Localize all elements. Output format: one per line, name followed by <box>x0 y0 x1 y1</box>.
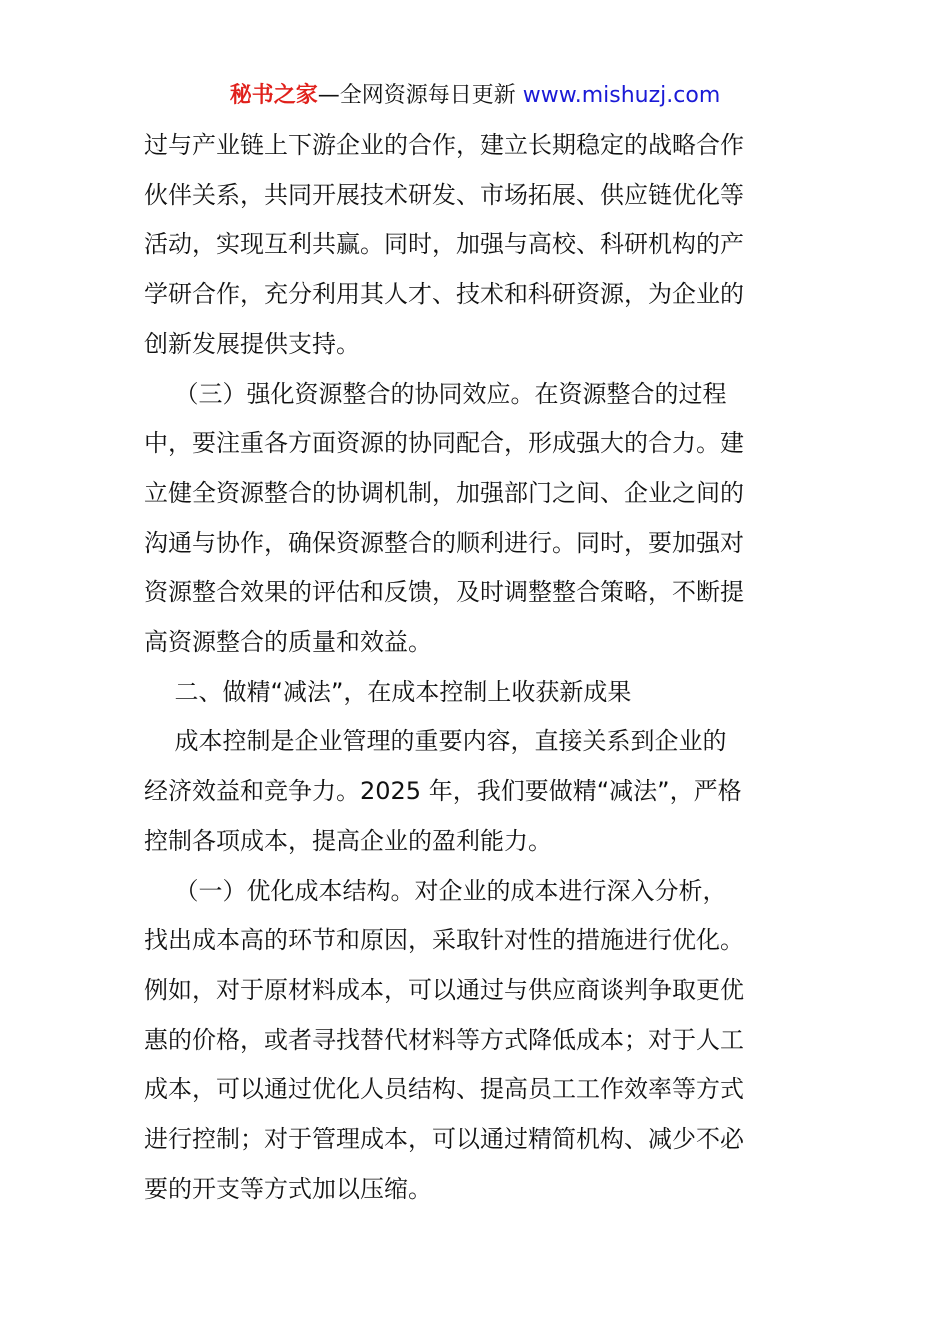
site-header <box>0 81 950 111</box>
text-line: 要的开支等方式加以压缩。 <box>144 1174 432 1203</box>
text-line: 创新发展提供支持。 <box>144 329 360 358</box>
text-line: 找出成本高的环节和原因，采取针对性的措施进行优化。 <box>144 926 744 955</box>
site-brand: 秘书之家 <box>229 83 318 108</box>
text-line: 成本，可以通过优化人员结构、提高员工工作效率等方式 <box>144 1075 744 1104</box>
text-line: （三）强化资源整合的协同效应。在资源整合的过程 <box>144 379 727 408</box>
text-line: 活动，实现互利共赢。同时，加强与高校、科研机构的产 <box>144 230 744 259</box>
section-heading: 二、做精“减法”，在成本控制上收获新成果 <box>144 677 632 706</box>
text-line: 学研合作，充分利用其人才、技术和科研资源，为企业的 <box>144 280 744 309</box>
text-line: 经济效益和竞争力。2025 年，我们要做精“减法”，严格 <box>144 777 742 806</box>
text-line: 过与产业链上下游企业的合作，建立长期稳定的战略合作 <box>144 131 744 159</box>
text-line: 例如，对于原材料成本，可以通过与供应商谈判争取更优 <box>144 975 744 1004</box>
text-line: 沟通与协作，确保资源整合的顺利进行。同时，要加强对 <box>144 528 744 557</box>
text-line: 资源整合效果的评估和反馈，及时调整整合策略，不断提 <box>144 578 744 607</box>
text-line: 进行控制；对于管理成本，可以通过精简机构、减少不必 <box>144 1125 744 1154</box>
text-line: 立健全资源整合的协调机制，加强部门之间、企业之间的 <box>144 478 744 507</box>
text-line: 高资源整合的质量和效益。 <box>144 628 432 657</box>
text-line: 伙伴关系，共同开展技术研发、市场拓展、供应链优化等 <box>144 180 744 209</box>
site-tagline: —全网资源每日更新 <box>317 83 516 108</box>
text-line: 成本控制是企业管理的重要内容，直接关系到企业的 <box>144 727 727 756</box>
document-body <box>144 121 808 1214</box>
site-url-link[interactable]: www.mishuzj.com <box>522 83 721 108</box>
text-line: （一）优化成本结构。对企业的成本进行深入分析， <box>144 876 727 905</box>
text-line: 控制各项成本，提高企业的盈利能力。 <box>144 826 552 855</box>
text-line: 中，要注重各方面资源的协同配合，形成强大的合力。建 <box>144 429 744 458</box>
text-line: 惠的价格，或者寻找替代材料等方式降低成本；对于人工 <box>144 1025 744 1054</box>
